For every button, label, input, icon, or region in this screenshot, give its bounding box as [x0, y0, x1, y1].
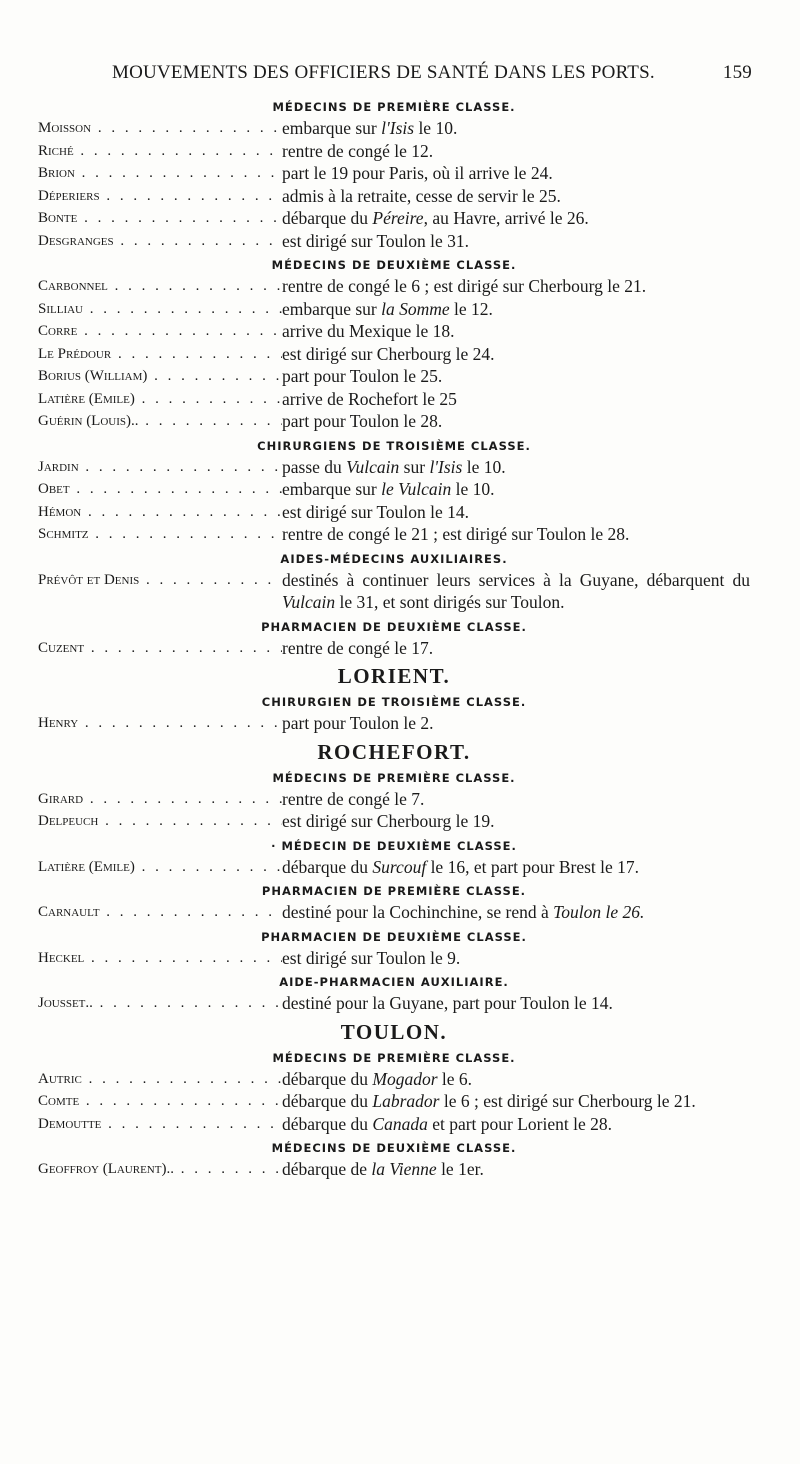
- list-item: [38, 410, 750, 433]
- movement-text: débarque du Péreire, au Havre, arrivé le 26.: [282, 208, 589, 228]
- movement-text: rentre de congé le 21 ; est dirigé sur Toulon le 28.: [282, 524, 630, 544]
- page-body: [38, 98, 750, 1181]
- officer-name: Obet . . .: [38, 478, 282, 501]
- movement-text: embarque sur l'Isis le 10.: [282, 118, 458, 138]
- list-item: [38, 117, 750, 140]
- officer-name: Desgranges . . .: [38, 230, 282, 253]
- list-item: [38, 1068, 750, 1091]
- list-item: [38, 856, 750, 879]
- list-item: [38, 456, 750, 479]
- list-item: [38, 569, 750, 614]
- running-header: [112, 62, 752, 92]
- section-heading: PHARMACIEN DE DEUXIÈME CLASSE.: [261, 619, 527, 634]
- section-heading: · MÉDECIN DE DEUXIÈME CLASSE.: [271, 838, 517, 853]
- list-item: [38, 365, 750, 388]
- list-item: [38, 320, 750, 343]
- page-number: 159: [722, 62, 752, 83]
- list-item: [38, 947, 750, 970]
- officer-name: Le Prédour . . .: [38, 343, 282, 366]
- port-heading-lorient: LORIENT.: [337, 664, 451, 688]
- list-item: [38, 501, 750, 524]
- officer-name: Demoutte . . .: [38, 1113, 282, 1136]
- port-heading-rochefort: ROCHEFORT.: [317, 739, 471, 764]
- officer-name: Delpeuch . . .: [38, 810, 282, 833]
- movement-text: rentre de congé le 7.: [282, 788, 425, 809]
- section-heading: MÉDECINS DE PREMIÈRE CLASSE.: [272, 1050, 516, 1065]
- officer-name: Latière (Emile) . . .: [38, 388, 282, 411]
- officer-name: Prévôt et Denis . . .: [38, 569, 282, 614]
- officer-name: Borius (William) . . .: [38, 365, 282, 388]
- section-heading: AIDES-MÉDECINS AUXILIAIRES.: [280, 551, 508, 566]
- officer-name: Jardin . . .: [38, 456, 282, 479]
- movement-text: est dirigé sur Toulon le 9.: [282, 947, 461, 968]
- officer-name: Latière (Emile) . . .: [38, 856, 282, 879]
- movement-text: est dirigé sur Cherbourg le 19.: [282, 811, 495, 831]
- movement-text: arrive de Rochefort le 25: [282, 388, 457, 409]
- list-item: [38, 162, 750, 185]
- officer-name: Jousset.. . . .: [38, 992, 282, 1015]
- list-item: [38, 298, 750, 321]
- movement-text: débarque de la Vienne le 1er.: [282, 1159, 484, 1179]
- list-item: [38, 185, 750, 208]
- movement-text: arrive du Mexique le 18.: [282, 321, 455, 341]
- officer-name: Heckel . . .: [38, 947, 282, 970]
- list-item: [38, 712, 750, 735]
- section-heading: MÉDECINS DE DEUXIÈME CLASSE.: [271, 258, 517, 272]
- list-item: [38, 788, 750, 811]
- list-item: [38, 1113, 750, 1136]
- section-heading: CHIRURGIEN DE TROISIÈME CLASSE.: [261, 695, 527, 709]
- section-heading: MÉDECINS DE PREMIÈRE CLASSE.: [272, 770, 516, 785]
- port-heading-toulon: TOULON.: [340, 1019, 448, 1044]
- movement-text: part le 19 pour Paris, où il arrive le 24.: [282, 163, 553, 183]
- header-title: MOUVEMENTS DES OFFICIERS DE SANTÉ DANS LES PORTS.: [112, 62, 655, 83]
- movement-text: est dirigé sur Toulon le 14.: [282, 501, 470, 522]
- list-item: [38, 388, 750, 411]
- officer-name: Brion . . .: [38, 162, 282, 185]
- movement-text: est dirigé sur Toulon le 31.: [282, 230, 470, 251]
- movement-text: passe du Vulcain sur l'Isis le 10.: [282, 456, 506, 477]
- movement-text: est dirigé sur Cherbourg le 24.: [282, 343, 495, 364]
- officer-name: Carnault . . .: [38, 901, 282, 924]
- officer-name: Silliau . . .: [38, 298, 282, 321]
- officer-name: Moisson . . .: [38, 117, 282, 140]
- list-item: [38, 523, 750, 546]
- list-item: [38, 901, 750, 924]
- officer-name: Bonte . . .: [38, 207, 282, 230]
- movement-text: destiné pour la Cochinchine, se rend à Toulon le 26.: [282, 902, 645, 922]
- list-item: [38, 637, 750, 660]
- list-item: [38, 343, 750, 366]
- officer-name: Déperiers . . .: [38, 185, 282, 208]
- officer-name: Hémon . . .: [38, 501, 282, 524]
- list-item: [38, 140, 750, 163]
- officer-name: Schmitz . . .: [38, 523, 282, 546]
- officer-name: Cuzent . . .: [38, 637, 282, 660]
- movement-text: embarque sur la Somme le 12.: [282, 298, 493, 319]
- list-item: [38, 992, 750, 1015]
- movement-text: débarque du Labrador le 6 ; est dirigé sur Cherbourg le 21.: [282, 1091, 696, 1111]
- officer-name: Geoffroy (Laurent).. . . .: [38, 1158, 282, 1181]
- section-heading: AIDE-PHARMACIEN AUXILIAIRE.: [279, 975, 509, 989]
- section-heading: PHARMACIEN DE PREMIÈRE CLASSE.: [261, 884, 527, 898]
- section-heading: CHIRURGIENS DE TROISIÈME CLASSE.: [257, 438, 531, 453]
- officer-name: Girard . . .: [38, 788, 282, 811]
- movement-text: débarque du Mogador le 6.: [282, 1068, 473, 1089]
- movement-text: débarque du Surcouf le 16, et part pour Brest le 17.: [282, 856, 640, 877]
- officer-name: Carbonnel . . .: [38, 275, 282, 298]
- list-item: [38, 1090, 750, 1113]
- section-heading: PHARMACIEN DE DEUXIÈME CLASSE.: [261, 929, 527, 944]
- movement-text: admis à la retraite, cesse de servir le 25.: [282, 185, 561, 206]
- section-heading: MÉDECINS DE PREMIÈRE CLASSE.: [272, 100, 516, 114]
- officer-name: Corre . . .: [38, 320, 282, 343]
- movement-text: destinés à continuer leurs services à la Guyane, débarquent du Vulcain le 31, et sont dirigés sur Toulon.: [282, 569, 750, 612]
- movement-text: embarque sur le Vulcain le 10.: [282, 479, 495, 499]
- officer-name: Riché . . .: [38, 140, 282, 163]
- officer-name: Henry . . .: [38, 712, 282, 735]
- movement-text: débarque du Canada et part pour Lorient le 28.: [282, 1113, 613, 1134]
- movement-text: part pour Toulon le 2.: [282, 713, 434, 733]
- movement-text: part pour Toulon le 25.: [282, 366, 443, 386]
- movement-text: rentre de congé le 6 ; est dirigé sur Cherbourg le 21.: [282, 276, 647, 296]
- list-item: [38, 207, 750, 230]
- section-heading: MÉDECINS DE DEUXIÈME CLASSE.: [271, 1141, 517, 1155]
- movement-text: rentre de congé le 17.: [282, 637, 434, 658]
- movement-text: part pour Toulon le 28.: [282, 411, 443, 431]
- movement-text: rentre de congé le 12.: [282, 140, 434, 161]
- officer-name: Comte . . .: [38, 1090, 282, 1113]
- officer-name: Guérin (Louis).. . . .: [38, 410, 282, 433]
- list-item: [38, 810, 750, 833]
- movement-text: destiné pour la Guyane, part pour Toulon le 14.: [282, 993, 613, 1013]
- list-item: [38, 1158, 750, 1181]
- list-item: [38, 275, 750, 298]
- list-item: [38, 478, 750, 501]
- list-item: [38, 230, 750, 253]
- officer-name: Autric . . .: [38, 1068, 282, 1091]
